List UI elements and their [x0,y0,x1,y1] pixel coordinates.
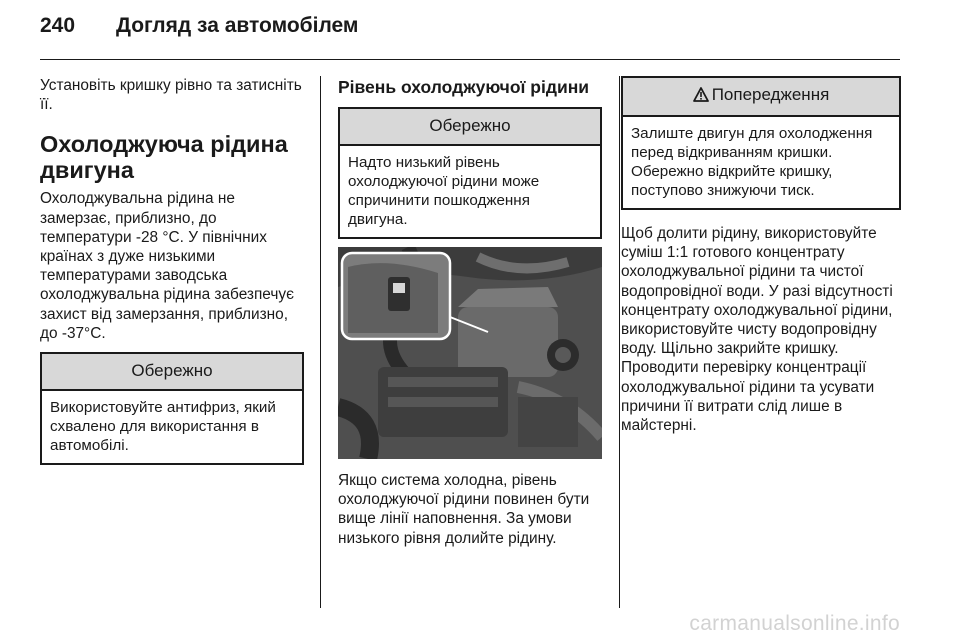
page-header [40,14,358,50]
section-heading-level: Рівень охолоджуючої рідини [338,77,590,97]
column-1 [40,76,304,465]
chapter-title: Догляд за автомобілем [116,14,359,37]
caution-text: Використовуйте антифриз, який схвалено для використання в автомобілі. [50,399,276,455]
caution-title: Обережно [42,354,302,391]
intro-paragraph: Установіть кришку рівно та затисніть її. [40,77,302,114]
warning-triangle-icon [693,87,709,107]
coolant-paragraph: Охолоджувальна рідина не замерзає, приблизно, до температури -28 °C. У північних країнах з дуже низькими температурами заводська охолоджувальна рідина забезпечує захист від замерзання, приблизно, до -37°C. [40,190,294,342]
watermark-text: carmanualsonline.info [689,612,900,635]
section-heading-coolant: Охолоджуюча рідина двигуна [40,131,288,184]
warning-box-pressure [621,76,901,210]
caution-title: Обережно [340,109,600,146]
header-rule [40,59,900,60]
warning-text: Залиште двигун для охолодження перед відкриванням кришки. Обережно відкрийте кришку, поступово знижуючи тиск. [631,125,873,199]
refill-paragraph: Щоб долити рідину, використовуйте суміш 1:1 готового концентрату охолоджувальної рідини та чистої водопровідної води. У разі відсутності концентрату охолоджувальної рідини, використовуйте чисту водопровідну воду. Щільно закрийте кришку. Проводити перевірку концентрації охолоджувальної рідини та усувати причини її витрати слід лише в майстерні. [621,225,893,435]
caution-text: Надто низький рівень охолоджуючої рідини може спричинити пошкодження двигуна. [348,154,540,228]
column-divider-1 [320,76,321,608]
column-2 [338,76,602,548]
column-3 [621,76,901,435]
page-number: 240 [40,14,76,37]
warning-title: Попередження [711,85,830,104]
cold-system-paragraph: Якщо система холодна, рівень охолоджуючої рідини повинен бути вище лінії наповнення. За умови низького рівня долийте рідину. [338,472,590,547]
warning-header [623,78,899,117]
column-divider-2 [619,76,620,608]
caution-box-low-level [338,107,602,239]
engine-bay-photo [338,247,602,459]
caution-box-antifreeze [40,352,304,465]
engine-bay-illustration [338,247,602,459]
